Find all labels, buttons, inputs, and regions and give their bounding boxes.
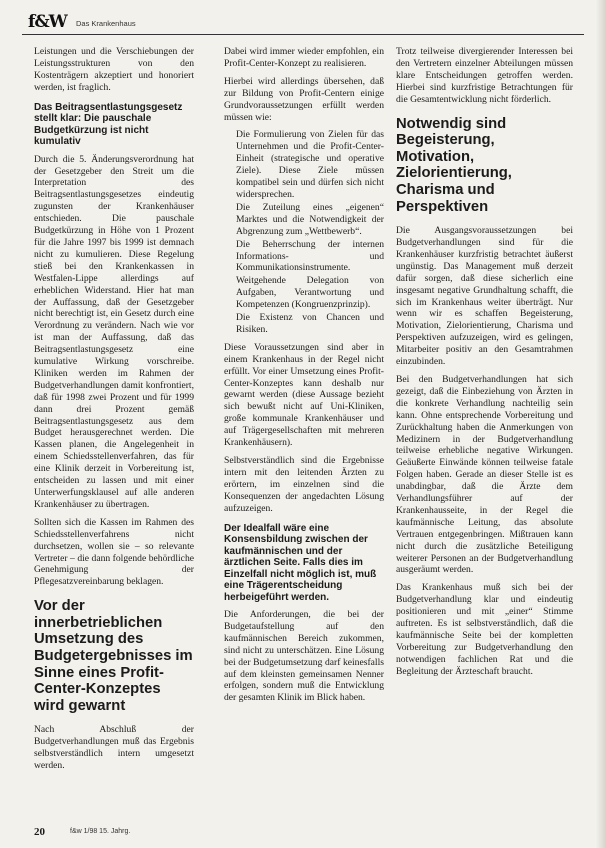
paragraph: Leistungen und die Verschiebungen der Leistungsstrukturen von den Kostenträgern akzeptiert und honoriert werden, ist fraglich. — [34, 46, 194, 93]
list-item: Die Existenz von Chancen und Risiken. — [236, 312, 384, 335]
footer-text: f&w 1/98 15. Jahrg. — [70, 828, 131, 835]
paragraph: Trotz teilweise divergierender Interessen bei den Vertretern einzelner Abteilungen müssen klare Entscheidungen getroffen werden. Hierbei sind kurzfristige Betrachtungen für die Gesamtentwicklung nicht förderlich. — [396, 46, 573, 105]
list-item: Weitgehende Delegation von Aufgaben, Verantwortung und Kompetenzen (Kongruenzprinzip). — [236, 275, 384, 311]
section-heading: Vor der innerbetrieblichen Umsetzung des Budgetergebnisses im Sinne eines Profit-Center-Konzeptes wird gewarnt — [34, 598, 193, 714]
paragraph: Diese Voraussetzungen sind aber in einem Krankenhaus in der Regel nicht erfüllt. Vor einer Umsetzung eines Profit-Center-Konzeptes kann deshalb nur gewarnt werden (diese Aussage bezieht sich bewußt nicht auf Uni-Kliniken, große kommunale Krankenhäuser und auf Trägergesellschaften mit mehreren Krankenhäusern). — [224, 341, 384, 449]
paragraph: Durch die 5. Änderungsverordnung hat der Gesetzgeber den Streit um die Interpretation des Beitragsentlastungsgesetzes eindeutig zugunsten der Krankenhäuser entschieden. Die pauschale Budgetkürzung in Höhe von 1 Prozent für die Jahre 1997 bis 1999 ist demnach nicht zu kumulieren. Diese Regelung stieß bei den Krankenkassen in Westfalen-Lippe allerdings auf erheblichen Widerstand. Hier hat man der Auffassung, daß der Gesetzgeber nicht berechtigt ist, ein Gesetz durch eine Verordnung zu verändern. Nach wie vor ist man der Auffassung, daß das Beitragsentlastungsgesetz eine kumulative Wirkung vorschreibe. Kliniken werden im Rahmen der Budgetverhandlungen damit konfrontiert, daß für 1998 zwei Prozent und für 1999 dann drei Prozent gemäß Beitragsentlastungsgesetz aus dem Budget herausgerechnet werden. Die Kassen planen, die Angelegenheit in einem Schiedsstellenverfahren, das für eine Klinik derzeit in Vorbereitung ist, entscheiden zu lassen und mit einer Unterwerfungsklausel auf alle anderen Krankenhäuser zu übertragen. — [34, 153, 194, 510]
column-2 — [224, 46, 384, 710]
list-item: Die Beherrschung der internen Informations- und Kommunikationsinstrumente. — [236, 238, 384, 274]
page-footer — [34, 826, 584, 840]
column-3 — [396, 46, 573, 684]
page-number: 20 — [34, 826, 45, 838]
journal-logo: f&W — [28, 12, 67, 32]
paragraph: Die Anforderungen, die bei der Budgetaufstellung auf den kaufmännischen Bereich zukommen, sind nicht zu unterschätzen. Eine Lösung bei der Budgetumsetzung darf keinesfalls auf dem kleinsten gemeinsamen Nenner erfolgen, sondern muß die Entwicklung der gesamten Klinik im Blick haben. — [224, 609, 384, 704]
page-header — [22, 12, 584, 34]
paragraph: Sollten sich die Kassen im Rahmen des Schiedsstellenverfahrens nicht durchsetzen, wollen sie – so relevante Vertreter – die dann folgende behördliche Genehmigung der Pflegesatzvereinbarung beklagen. — [34, 516, 194, 588]
paragraph: Hierbei wird allerdings übersehen, daß zur Bildung von Profit-Centern einige Grundvoraussetzungen erfüllt werden müssen wie: — [224, 75, 384, 123]
paragraph: Dabei wird immer wieder empfohlen, ein Profit-Center-Konzept zu realisieren. — [224, 46, 384, 69]
paragraph: Nach Abschluß der Budgetverhandlungen muß das Ergebnis selbstverständlich intern umgesetzt werden. — [34, 724, 194, 772]
paragraph: Bei den Budgetverhandlungen hat sich gezeigt, daß die Einbeziehung von Ärzten in die konkrete Verhandlung nachteilig sein kann. Ohne entsprechende Vorbereitung und Zurückhaltung haben die Anmerkungen von Medizinern in der Budgetverhandlung teilweise erhebliche negative Wirkungen. Geäußerte Einwände können teilweise fatale Folgen haben. Gerade an dieser Stelle ist es unabdingbar, daß die Ärzte dem Verhandlungsführer auf der Krankenhausseite, in der Regel die kaufmännische Leitung, das absolute Vertrauen entgegenbringen. Mißtrauen kann nicht durch die zusätzliche Beteiligung weiterer Personen an der Budgetverhandlung ausgeräumt werden. — [396, 373, 573, 576]
highlight-statement: Der Idealfall wäre eine Konsensbildung zwischen der kaufmännischen und der ärztlichen Seite. Falls dies im Einzelfall nicht möglich ist, muß eine Trägerentscheidung herbeigeführt werden. — [224, 522, 377, 603]
requirements-list — [224, 129, 384, 335]
column-1 — [34, 46, 194, 778]
list-item: Die Formulierung von Zielen für das Unternehmen und die Profit-Center-Einheit (strategische und operative Ziele). Diese Ziele müssen kompatibel sein und dürfen sich nicht widersprechen. — [236, 129, 384, 200]
paragraph: Die Ausgangsvoraussetzungen bei Budgetverhandlungen sind für die Krankenhäuser kurzfristig betrachtet äußerst ungünstig. Das Management muß derzeit dafür sorgen, daß diese sicherlich eine insgesamt negative Grundhaltung schafft, die sich im Krankenhaus weiter überträgt. Nur wenn wir es schaffen Begeisterung, Motivation, Zielorientierung, Charisma und Perspektiven aufzuzeigen, wird es gelingen, Mitarbeiter positiv an den Gesamtrahmen einzubinden. — [396, 225, 573, 368]
header-divider — [22, 34, 584, 35]
page-edge-shadow — [596, 0, 606, 848]
list-item: Die Zuteilung eines „eigenen“ Marktes und die Notwendigkeit der Abgrenzung zum „Wettbewerb“. — [236, 201, 384, 237]
subheading: Das Beitragsentlastungsgesetz stellt klar: Die pauschale Budgetkürzung ist nicht kumulativ — [34, 101, 183, 148]
paragraph: Selbstverständlich sind die Ergebnisse intern mit den leitenden Ärzten zu erörtern, im einzelnen sind die Konsequenzen der angedachten Lösung aufzuzeigen. — [224, 455, 384, 514]
paragraph: Das Krankenhaus muß sich bei der Budgetverhandlung klar und eindeutig positionieren und mit „einer“ Stimme auftreten. Es ist selbstverständlich, daß die kaufmännische Seite bei der kompletten Vorbereitung zur Budgetverhandlung den notwendigen fachlichen Rat und die Begleitung der Ärzteschaft braucht. — [396, 582, 573, 677]
section-title: Das Krankenhaus — [76, 19, 136, 28]
section-heading: Notwendig sind Begeisterung, Motivation, Zielorientierung, Charisma und Perspektiven — [396, 115, 512, 215]
